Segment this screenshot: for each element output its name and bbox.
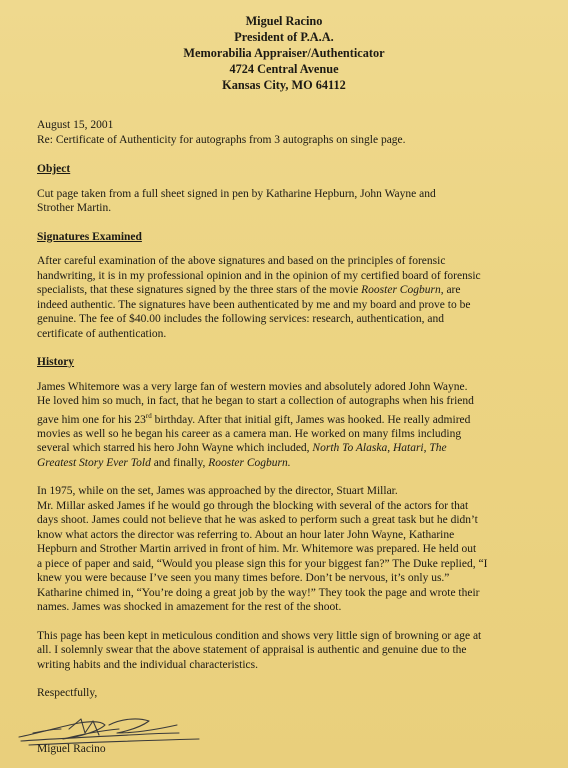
letterhead-title-appraiser: Memorabilia Appraiser/Authenticator <box>183 46 385 60</box>
object-line: Cut page taken from a full sheet signed in pen by Katharine Hepburn, John Wayne and <box>37 187 436 200</box>
signatures-line: indeed authentic. The signatures have been authenticated by me and my board and prove to be <box>37 298 471 311</box>
movie-title: Hatari <box>392 442 424 455</box>
signatures-line: handwriting, it is in my professional opinion and in the opinion of my certified board of forensic <box>37 269 481 282</box>
history-line: Mr. Millar asked James if he would go through the blocking with several of the actors for that <box>37 499 469 512</box>
signatures-line: certificate of authentication. <box>37 327 167 340</box>
history-text: and finally, <box>150 456 209 469</box>
signatures-paragraph <box>37 254 557 341</box>
history-line: Hepburn and Strother Martin arrived in front of him. Mr. Whitemore was prepared. He held out <box>37 543 477 556</box>
history-line: days shoot. James could not believe that he was asked to perform such a great task but he didn’t <box>37 514 478 527</box>
history-line: James Whitemore was a very large fan of western movies and absolutely adored John Wayne. <box>37 380 468 393</box>
signatures-heading: Signatures Examined <box>37 230 142 243</box>
signatures-line: genuine. The fee of $40.00 includes the following services: research, authentication, and <box>37 313 444 325</box>
signature-block <box>37 693 237 763</box>
history-text: gave him one for his 23 <box>37 413 146 426</box>
signatures-text: specialists, that these signatures signed by the three stars of the movie <box>37 284 362 296</box>
object-heading: Object <box>37 163 71 175</box>
letter-date: August 15, 2001 <box>37 119 114 131</box>
letter-subject: Re: Certificate of Authenticity for autographs from 3 autographs on single page. <box>37 133 406 146</box>
history-line: knew you were because I’ve seen you many times before. Don’t be nervous, it’s only us.” <box>37 572 450 585</box>
date-block <box>37 118 557 147</box>
signatures-text: , are <box>440 284 461 296</box>
history-line: a piece of paper and said, “Would you please sign this for your biggest fan?” The Duke replied, “I <box>37 557 488 570</box>
history-text: , <box>387 442 393 455</box>
history-text: birthday. After that initial gift, James was hooked. He really admired <box>151 413 471 426</box>
history-paragraph-1 <box>37 380 557 471</box>
history-line <box>37 456 557 471</box>
history-heading: History <box>37 356 75 368</box>
history-line: movies as well so he began his career as a camera man. He worked on many films including <box>37 427 462 440</box>
movie-title: Rooster Cogburn. <box>208 456 291 469</box>
movie-title: Rooster Cogburn <box>361 284 441 296</box>
signatures-line <box>37 283 557 298</box>
history-paragraph-3 <box>37 629 557 673</box>
letterhead-title-president: President of P.A.A. <box>234 30 334 44</box>
history-paragraph-2 <box>37 484 557 615</box>
history-line: In 1975, while on the set, James was approached by the director, Stuart Millar. <box>37 485 398 498</box>
history-text: , <box>423 442 430 455</box>
letterhead <box>0 13 568 93</box>
history-line <box>37 409 557 427</box>
letter-body <box>37 118 557 701</box>
history-line <box>37 441 557 456</box>
letterhead-city: Kansas City, MO 64112 <box>222 78 346 92</box>
history-line: know what actors the director was referring to. About an hour later John Wayne, Katharine <box>37 528 455 541</box>
object-line: Strother Martin. <box>37 202 112 214</box>
letterhead-street: 4724 Central Avenue <box>229 62 339 76</box>
history-line: This page has been kept in meticulous condition and shows very little sign of browning or age at <box>37 629 482 642</box>
closing-text: Respectfully, <box>37 687 98 700</box>
ordinal-suffix: rd <box>145 411 152 420</box>
letterhead-name: Miguel Racino <box>245 14 323 28</box>
movie-title: The <box>429 442 447 455</box>
movie-title: North To Alaska <box>312 442 388 455</box>
history-line: all. I solemnly swear that the above statement of appraisal is authentic and genuine due to the <box>37 644 467 657</box>
history-line: He loved him so much, in fact, that he began to start a collection of autographs when his friend <box>37 395 474 407</box>
history-line: names. James was shocked in amazement for the rest of the shoot. <box>37 601 342 614</box>
movie-title: Greatest Story Ever Told <box>37 456 151 469</box>
signer-name: Miguel Racino <box>37 743 106 755</box>
signatures-line: After careful examination of the above signatures and based on the principles of forensic <box>37 255 446 267</box>
history-line: writing habits and the individual characteristics. <box>37 658 258 671</box>
history-text: several which starred his hero John Wayne which included, <box>37 442 313 455</box>
history-line: Katharine chimed in, “You’re doing a great job by the way!” They took the page and wrote their <box>37 586 480 599</box>
object-paragraph <box>37 187 557 216</box>
